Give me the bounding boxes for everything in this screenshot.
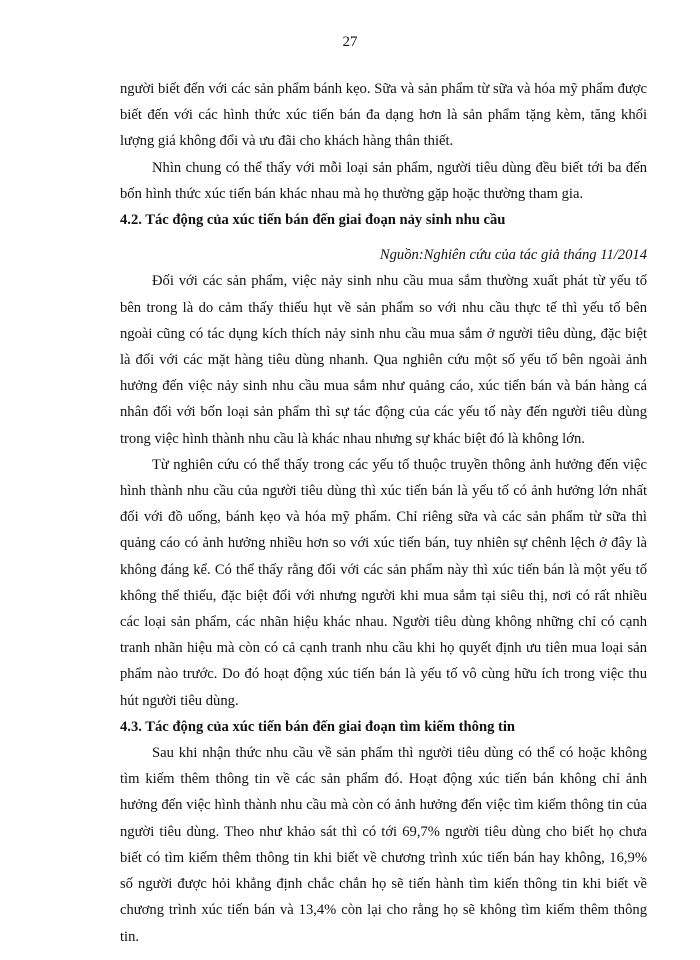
paragraph-summary: Nhìn chung có thể thấy với mỗi loại sản phẩm, người tiêu dùng đều biết tới ba đến bốn hình thức xúc tiến bán khác nhau mà họ thường gặp hoặc thường tham gia. [120,159,647,202]
section-heading-4-2: 4.2. Tác động của xúc tiến bán đến giai đoạn nảy sinh nhu cầu [120,212,506,229]
paragraph-promotion-forms: người biết đến với các sản phẩm bánh kẹo. Sữa và sản phẩm từ sữa và hóa mỹ phẩm được biết đến với các hình thức xúc tiến bán đa dạng hơn là sản phẩm tặng kèm, tăng khối lượng giá không đổi và ưu đãi cho khách hàng thân thiết. [120,81,647,150]
paragraph-need-arousal: Đối với các sản phẩm, việc nảy sinh nhu cầu mua sắm thường xuất phát từ yếu tố bên trong là do cảm thấy thiếu hụt về sản phẩm so với nhu cầu thực tế thì yếu tố bên ngoài cũng có tác dụng kích thích nảy sinh nhu cầu mua sắm ở người tiêu dùng, đặc biệt là đối với các mặt hàng tiêu dùng nhanh. Qua nghiên cứu một số yếu tố bên ngoài ảnh hưởng đến việc nảy sinh nhu cầu mua sắm như quảng cáo, xúc tiến bán và bán hàng cá nhân đối với bốn loại sản phẩm thì sự tác động của các yếu tố này đến người tiêu dùng trong việc hình thành nhu cầu là khác nhau nhưng sự khác biệt đó là không lớn. [120,273,647,447]
page-content [120,76,647,950]
paragraph-information-search: Sau khi nhận thức nhu cầu về sản phẩm thì người tiêu dùng có thể có hoặc không tìm kiếm thêm thông tin về các sản phẩm đó. Hoạt động xúc tiến bán không chỉ ảnh hưởng đến việc hình thành nhu cầu mà còn có ảnh hưởng đến việc tìm kiếm thông tin của người tiêu dùng. Theo như khảo sát thì có tới 69,7% người tiêu dùng cho biết họ chưa biết có tìm kiếm thêm thông tin khi biết về chương trình xúc tiến bán hay không, 16,9% số người được hỏi khẳng định chắc chắn họ sẽ tiến hành tìm kiến thông tin khi biết về chương trình xúc tiến bán và 13,4% còn lại cho rằng họ sẽ không tìm kiếm thêm thông tin. [120,745,647,945]
paragraph-research-findings: Từ nghiên cứu có thể thấy trong các yếu tố thuộc truyền thông ảnh hưởng đến việc hình thành nhu cầu của người tiêu dùng thì xúc tiến bán là yếu tố có ảnh hưởng lớn nhất đối với đồ uống, bánh kẹo và hóa mỹ phẩm. Chỉ riêng sữa và các sản phẩm từ sữa thì quảng cáo có ảnh hưởng nhiều hơn so với xúc tiến bán, tuy nhiên sự chênh lệch ở đây là không đáng kể. Có thể thấy rằng đối với các sản phẩm này thì xúc tiến bán là một yếu tố không thể thiếu, đặc biệt đối với nhưng người khi mua sắm tại siêu thị, nơi có rất nhiều các loại sản phẩm, các nhãn hiệu khác nhau. Người tiêu dùng không những chỉ có cạnh tranh nhãn hiệu mà còn có cả cạnh tranh nhu cầu khi họ quyết định ưu tiên mua loại sản phẩm nào trước. Do đó hoạt động xúc tiến bán là yếu tố vô cùng hữu ích trong việc thu hút người tiêu dùng. [120,456,647,709]
source-note: Nguồn:Nghiên cứu của tác giả tháng 11/2014 [379,247,647,264]
section-heading-4-3: 4.3. Tác động của xúc tiến bán đến giai đoạn tìm kiếm thông tin [120,718,516,735]
page-number: 27 [342,34,358,50]
